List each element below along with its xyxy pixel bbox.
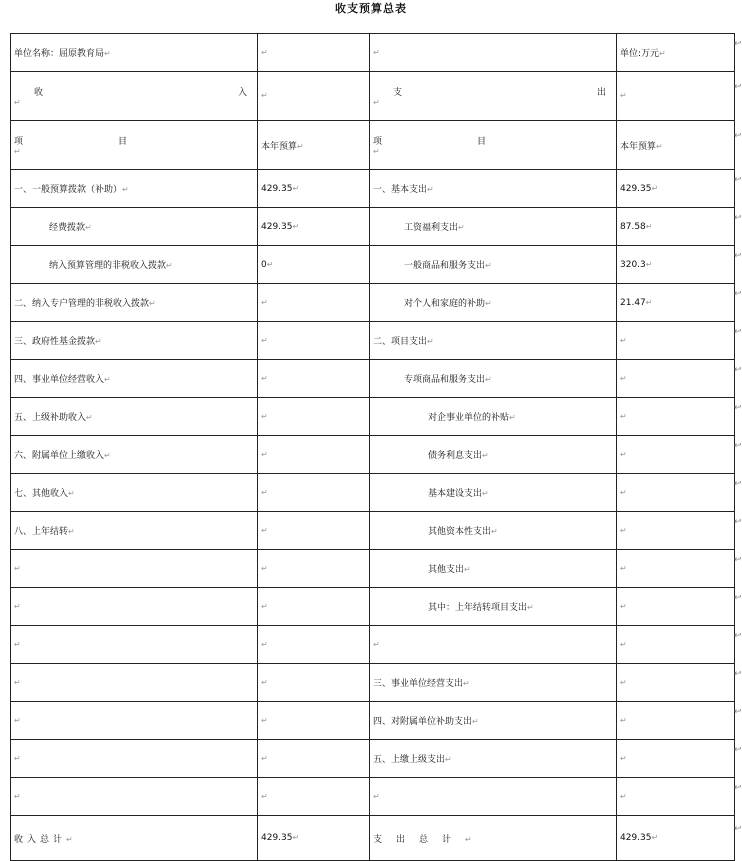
expense-value-cell [617, 778, 735, 816]
cell-end-mark: ↵ [85, 223, 92, 232]
income-value-cell [258, 778, 370, 816]
cell-end-mark: ↵ [68, 527, 75, 536]
cell-end-mark: ↵ [620, 335, 627, 345]
cell-end-mark: ↵ [261, 715, 268, 725]
income-item-cell [11, 436, 258, 474]
expense-value-cell [617, 436, 735, 474]
cell-end-mark: ↵ [620, 639, 627, 649]
row-end-mark: ↩ [734, 668, 742, 679]
page-title: 收支预算总表 [335, 2, 407, 15]
cell-end-mark: ↵ [261, 677, 268, 687]
income-item-cell [11, 702, 258, 740]
cell-end-mark: ↵ [620, 791, 627, 801]
cell-end-mark: ↵ [68, 489, 75, 498]
expense-item-cell [370, 170, 617, 208]
cell-end-mark: ↵ [491, 527, 498, 536]
cell-end-mark: ↵ [261, 601, 268, 611]
expense-value: 429.35 [620, 183, 652, 194]
income-item: 一、一般预算拨款（补助） [14, 185, 123, 195]
table-row [11, 550, 735, 588]
cell-end-mark: ↵ [427, 185, 434, 194]
income-item-cell [11, 512, 258, 550]
cell-end-mark: ↵ [261, 373, 268, 383]
income-item: 三、政府性基金拨款 [14, 337, 96, 347]
cell-end-mark: ↵ [373, 146, 380, 156]
expense-item-cell [370, 626, 617, 664]
income-item-cell [11, 208, 258, 246]
row-end-mark: ↩ [734, 516, 742, 527]
table-row [11, 360, 735, 398]
cell-end-mark: ↵ [261, 297, 268, 307]
expense-item: 对企事业单位的补贴 [428, 413, 510, 423]
row-end-mark: ↩ [734, 38, 742, 49]
expense-item: 对个人和家庭的补助 [404, 299, 486, 309]
expense-total-value: 429.35↵ [617, 816, 735, 861]
income-value-cell [258, 170, 370, 208]
table-row [11, 246, 735, 284]
cell-end-mark: ↵ [261, 449, 268, 459]
cell-end-mark: ↵ [66, 834, 73, 844]
expense-value-cell [617, 208, 735, 246]
section-header-row: 收 入 ↵ ↵ 支 出 ↵ ↵ [11, 72, 735, 121]
expense-item-cell [370, 550, 617, 588]
row-end-mark: ↩ [734, 82, 742, 92]
cell-end-mark: ↵ [651, 833, 659, 842]
expense-value: 87.58 [620, 221, 646, 232]
table-row [11, 208, 735, 246]
income-item: 七、其他收入 [14, 489, 69, 499]
cell-end-mark: ↵ [645, 259, 653, 269]
expense-value-cell [617, 626, 735, 664]
cell-end-mark: ↵ [620, 677, 627, 687]
cell-end-mark: ↵ [261, 563, 268, 573]
expense-item: 五、上缴上级支出 [373, 755, 446, 765]
cell-end-mark: ↵ [482, 451, 489, 460]
cell-end-mark: ↵ [427, 337, 434, 346]
cell-end-mark: ↵ [14, 715, 21, 725]
income-value-cell [258, 702, 370, 740]
expense-item: 基本建设支出 [428, 489, 483, 499]
cell-end-mark: ↵ [292, 833, 300, 842]
expense-item-cell [370, 588, 617, 626]
cell-end-mark: ↵ [86, 413, 93, 422]
row-end-mark: ↩ [734, 288, 742, 299]
cell-end-mark: ↵ [620, 91, 627, 100]
cell-end-mark: ↵ [14, 563, 21, 573]
cell-end-mark: ↵ [261, 47, 268, 57]
expense-item: 工资福利支出 [404, 223, 459, 233]
expense-item-cell [370, 512, 617, 550]
expense-item-cell [370, 208, 617, 246]
expense-item-cell [370, 778, 617, 816]
income-value-cell [258, 208, 370, 246]
cell-end-mark: ↵ [149, 299, 156, 308]
income-item: 经费拨款 [49, 223, 86, 233]
cell-end-mark: ↵ [620, 411, 627, 421]
expense-item-cell [370, 740, 617, 778]
header-row [11, 34, 735, 72]
row-end-mark: ↩ [734, 630, 742, 641]
row-end-mark: ↩ [734, 824, 742, 834]
expense-value-cell [617, 588, 735, 626]
income-item: 纳入预算管理的非税收入拨款 [49, 261, 167, 271]
cell-end-mark: ↵ [485, 261, 492, 270]
income-item-cell [11, 626, 258, 664]
data-rows [11, 170, 735, 816]
cell-end-mark: ↵ [465, 834, 472, 844]
column-header-row: 项 目 ↵ 本年预算↵ 项 目 ↵ 本年预算↵ [11, 121, 735, 170]
cell-end-mark: ↵ [266, 259, 274, 269]
table-row [11, 702, 735, 740]
cell-end-mark: ↵ [14, 791, 21, 801]
expense-item-cell [370, 474, 617, 512]
income-item: 六、附属单位上缴收入 [14, 451, 105, 461]
row-end-mark: ↩ [734, 326, 742, 337]
expense-item: 一般商品和服务支出 [404, 261, 486, 271]
cell-end-mark: ↵ [645, 221, 653, 231]
income-value-cell [258, 360, 370, 398]
cell-end-mark: ↵ [620, 563, 627, 573]
income-value-cell [258, 246, 370, 284]
row-end-mark: ↩ [734, 478, 742, 489]
income-value-cell [258, 664, 370, 702]
expense-item: 二、项目支出 [373, 337, 428, 347]
income-item-cell [11, 740, 258, 778]
cell-end-mark: ↵ [261, 791, 268, 801]
cell-end-mark: ↵ [297, 141, 304, 151]
income-item-cell [11, 474, 258, 512]
income-value-cell [258, 322, 370, 360]
income-item: 五、上级补助收入 [14, 413, 87, 423]
income-item-cell [11, 398, 258, 436]
income-total-label: 收入总计↵ [11, 816, 258, 861]
expense-item: 债务利息支出 [428, 451, 483, 461]
table-row [11, 398, 735, 436]
income-value-cell [258, 398, 370, 436]
income-value-cell [258, 550, 370, 588]
expense-value-cell [617, 170, 735, 208]
income-value-cell [258, 436, 370, 474]
cell-end-mark: ↵ [292, 221, 300, 231]
cell-end-mark: ↵ [620, 715, 627, 725]
cell-end-mark: ↵ [527, 603, 534, 612]
income-item: 四、事业单位经营收入 [14, 375, 105, 385]
table-row [11, 512, 735, 550]
income-item-cell [11, 170, 258, 208]
expense-value-cell [617, 550, 735, 588]
expense-value-cell [617, 702, 735, 740]
income-item-cell [11, 550, 258, 588]
row-end-mark: ↩ [734, 131, 742, 141]
cell-end-mark: ↵ [620, 487, 627, 497]
row-end-mark: ↩ [734, 440, 742, 451]
cell-end-mark: ↵ [472, 717, 479, 726]
cell-end-mark: ↵ [659, 49, 666, 58]
expense-item-cell [370, 436, 617, 474]
row-end-mark: ↩ [734, 212, 742, 223]
cell-end-mark: ↵ [261, 411, 268, 421]
expense-value-cell [617, 284, 735, 322]
expense-item-cell [370, 398, 617, 436]
budget-header: 本年预算↵ [258, 121, 370, 170]
income-item-cell [11, 246, 258, 284]
cell-end-mark: ↵ [485, 375, 492, 384]
income-item-cell [11, 360, 258, 398]
table-row [11, 740, 735, 778]
cell-end-mark: ↵ [656, 141, 663, 151]
cell-end-mark: ↵ [261, 91, 268, 100]
cell-end-mark: ↵ [261, 525, 268, 535]
cell-end-mark: ↵ [14, 677, 21, 687]
cell-end-mark: ↵ [261, 753, 268, 763]
expense-item-cell [370, 246, 617, 284]
income-item-cell [11, 322, 258, 360]
row-end-mark: ↩ [734, 706, 742, 717]
row-end-mark: ↩ [734, 744, 742, 755]
table-row [11, 664, 735, 702]
cell-end-mark: ↵ [373, 47, 380, 57]
budget-header: 本年预算↵ [617, 121, 735, 170]
income-total-value: 429.35↵ [258, 816, 370, 861]
expense-value-cell [617, 740, 735, 778]
table-row [11, 284, 735, 322]
expense-item-cell [370, 322, 617, 360]
cell-end-mark: ↵ [620, 373, 627, 383]
expense-value-cell [617, 322, 735, 360]
cell-end-mark: ↵ [620, 449, 627, 459]
totals-row [11, 816, 735, 861]
table-row [11, 778, 735, 816]
table-row [11, 322, 735, 360]
cell-end-mark: ↵ [14, 146, 21, 156]
cell-end-mark: ↵ [463, 679, 470, 688]
income-value-cell [258, 740, 370, 778]
expense-item: 四、对附属单位补助支出 [373, 717, 473, 727]
income-item: 二、纳入专户管理的非税收入拨款 [14, 299, 150, 309]
cell-end-mark: ↵ [620, 753, 627, 763]
cell-end-mark: ↵ [373, 97, 380, 107]
cell-end-mark: ↵ [261, 335, 268, 345]
income-value: 0 [261, 259, 267, 270]
expense-value-cell [617, 664, 735, 702]
expense-value-cell [617, 360, 735, 398]
expense-item: 其他资本性支出 [428, 527, 492, 537]
income-item: 八、上年结转 [14, 527, 69, 537]
budget-table [10, 33, 735, 861]
cell-end-mark: ↵ [620, 525, 627, 535]
cell-end-mark: ↵ [458, 223, 465, 232]
cell-end-mark: ↵ [482, 489, 489, 498]
cell-end-mark: ↵ [620, 601, 627, 611]
expense-item: 三、事业单位经营支出 [373, 679, 464, 689]
income-value-cell [258, 284, 370, 322]
expense-value-cell [617, 246, 735, 284]
row-end-mark: ↩ [734, 554, 742, 565]
cell-end-mark: ↵ [509, 413, 516, 422]
cell-end-mark: ↵ [122, 185, 129, 194]
expense-value: 21.47 [620, 297, 646, 308]
row-end-mark: ↩ [734, 402, 742, 413]
income-value: 429.35 [261, 183, 293, 194]
cell-end-mark: ↵ [261, 639, 268, 649]
expense-item-cell [370, 360, 617, 398]
cell-end-mark: ↵ [645, 297, 653, 307]
table-row [11, 170, 735, 208]
income-item-cell [11, 778, 258, 816]
expense-item: 专项商品和服务支出 [404, 375, 486, 385]
cell-end-mark: ↵ [261, 487, 268, 497]
cell-end-mark: ↵ [485, 299, 492, 308]
cell-end-mark: ↵ [14, 97, 21, 107]
cell-end-mark: ↵ [464, 565, 471, 574]
cell-end-mark: ↵ [104, 375, 111, 384]
income-value-cell [258, 512, 370, 550]
cell-end-mark: ↵ [373, 639, 380, 649]
table-row [11, 626, 735, 664]
expense-value-cell [617, 512, 735, 550]
income-item-cell [11, 588, 258, 626]
row-end-mark: ↩ [734, 250, 742, 261]
cell-end-mark: ↵ [104, 49, 111, 58]
expense-value: 320.3 [620, 259, 646, 270]
expense-item: 其中：上年结转项目支出 [428, 603, 528, 613]
income-item-cell [11, 284, 258, 322]
expense-item-cell [370, 702, 617, 740]
cell-end-mark: ↵ [651, 183, 659, 193]
income-value-cell [258, 588, 370, 626]
row-end-mark: ↩ [734, 174, 742, 185]
cell-end-mark: ↵ [373, 791, 380, 801]
cell-end-mark: ↵ [14, 601, 21, 611]
cell-end-mark: ↵ [95, 337, 102, 346]
table-row [11, 474, 735, 512]
cell-end-mark: ↵ [445, 755, 452, 764]
unit-name-cell: 单位名称：屈原教育局↵ [11, 34, 258, 72]
expense-item: 一、基本支出 [373, 185, 428, 195]
cell-end-mark: ↵ [166, 261, 173, 270]
row-end-mark: ↩ [734, 782, 742, 793]
income-item-cell [11, 664, 258, 702]
cell-end-mark: ↵ [104, 451, 111, 460]
expense-value-cell [617, 398, 735, 436]
expense-item: 其他支出 [428, 565, 465, 575]
cell-end-mark: ↵ [292, 183, 300, 193]
income-value: 429.35 [261, 221, 293, 232]
expense-item-cell [370, 664, 617, 702]
income-value-cell [258, 626, 370, 664]
table-row [11, 588, 735, 626]
unit-label-cell: 单位:万元↵ [617, 34, 735, 72]
cell-end-mark: ↵ [14, 753, 21, 763]
expense-value-cell [617, 474, 735, 512]
expense-total-label: 支出总计↵ [370, 816, 617, 861]
table-row [11, 436, 735, 474]
row-end-mark: ↩ [734, 592, 742, 603]
row-end-mark: ↩ [734, 364, 742, 375]
income-value-cell [258, 474, 370, 512]
expense-item-cell [370, 284, 617, 322]
cell-end-mark: ↵ [14, 639, 21, 649]
